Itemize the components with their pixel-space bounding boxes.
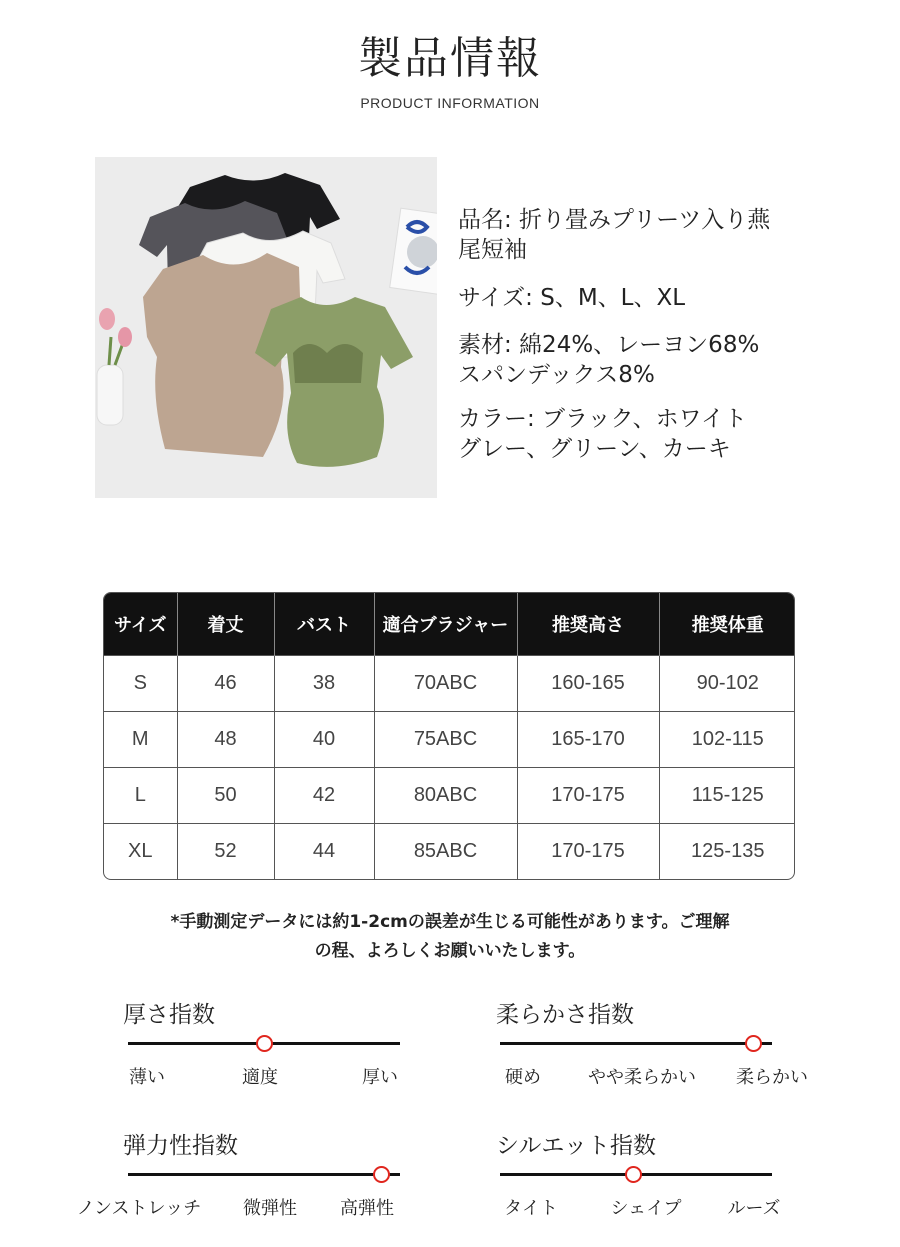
gauge-indicator-dot [625, 1166, 642, 1183]
spec-colors [458, 404, 838, 464]
spec-material-line1: 素材: 綿24%、レーヨン68% [458, 332, 760, 358]
table-cell: 38 [274, 656, 374, 712]
gauge-track [500, 1042, 772, 1045]
header-length: 着丈 [177, 593, 274, 656]
gauge-indicator-dot [256, 1035, 273, 1052]
table-cell: 50 [177, 768, 274, 824]
gauge-title: 柔らかさ指数 [496, 1002, 634, 1028]
gauge-label-high: 厚い [362, 1067, 398, 1088]
table-cell: 165-170 [517, 712, 659, 768]
gauge-title: 弾力性指数 [123, 1133, 238, 1159]
table-cell: 125-135 [659, 824, 795, 879]
measurement-note-line2: の程、よろしくお願いいたします。 [314, 941, 586, 961]
table-cell: 115-125 [659, 768, 795, 824]
table-row [104, 768, 795, 824]
spec-product-name-line1: 品名: 折り畳みプリーツ入り燕 [458, 207, 771, 233]
measurement-note [100, 908, 800, 966]
table-cell: 44 [274, 824, 374, 879]
gauge-label-low: タイト [504, 1198, 558, 1219]
table-cell: 70ABC [374, 656, 517, 712]
table-cell: 48 [177, 712, 274, 768]
spec-sizes-text: サイズ: S、M、L、XL [458, 285, 686, 311]
gauge-title: 厚さ指数 [123, 1002, 215, 1028]
spec-product-name [458, 205, 838, 265]
header-weight: 推奨体重 [659, 593, 795, 656]
silhouette-gauge [496, 1127, 826, 1237]
table-row [104, 824, 795, 879]
table-cell: 40 [274, 712, 374, 768]
gauge-label-low: ノンストレッチ [76, 1198, 202, 1219]
gauge-label-mid: 適度 [242, 1067, 278, 1088]
table-cell: 102-115 [659, 712, 795, 768]
gauge-label-high: ルーズ [727, 1198, 781, 1219]
gauge-label-low: 薄い [129, 1067, 165, 1088]
page-subtitle: PRODUCT INFORMATION [360, 95, 540, 111]
table-cell: 52 [177, 824, 274, 879]
table-row [104, 656, 795, 712]
spec-colors-line1: カラー: ブラック、ホワイト [458, 406, 747, 432]
table-cell: S [104, 656, 177, 712]
elasticity-gauge [76, 1127, 453, 1237]
page-title: 製品情報 [358, 33, 542, 84]
header-bust: バスト [274, 593, 374, 656]
table-cell: 90-102 [659, 656, 795, 712]
table-cell: 85ABC [374, 824, 517, 879]
table-cell: 80ABC [374, 768, 517, 824]
spec-colors-line2: グレー、グリーン、カーキ [458, 436, 731, 462]
table-cell: 75ABC [374, 712, 517, 768]
softness-gauge [496, 996, 826, 1106]
table-cell: 170-175 [517, 768, 659, 824]
size-chart-table [104, 593, 795, 879]
gauge-label-mid: シェイプ [610, 1198, 682, 1219]
size-chart [103, 592, 795, 880]
header-size: サイズ [104, 593, 177, 656]
measurement-note-line1: *手動測定データには約1-2cmの誤差が生じる可能性があります。ご理解 [170, 912, 730, 932]
product-photo [95, 157, 437, 498]
table-cell: L [104, 768, 177, 824]
gauge-title: シルエット指数 [496, 1133, 656, 1159]
gauge-label-low: 硬め [505, 1067, 541, 1088]
gauge-label-high: 高弾性 [340, 1198, 394, 1219]
table-cell: XL [104, 824, 177, 879]
gauge-label-mid: やや柔らかい [588, 1067, 696, 1088]
table-cell: 170-175 [517, 824, 659, 879]
spec-material [458, 330, 838, 390]
gauge-label-high: 柔らかい [736, 1067, 808, 1088]
table-cell: 46 [177, 656, 274, 712]
table-cell: 160-165 [517, 656, 659, 712]
table-row [104, 712, 795, 768]
gauge-track [128, 1173, 400, 1176]
spec-material-line2: スパンデックス8% [458, 362, 655, 388]
gauge-indicator-dot [373, 1166, 390, 1183]
spec-product-name-line2: 尾短袖 [458, 237, 527, 263]
size-chart-header-row [104, 593, 795, 656]
product-photo-illustration [95, 157, 437, 498]
header-height: 推奨高さ [517, 593, 659, 656]
header-bra: 適合ブラジャー [374, 593, 517, 656]
table-cell: M [104, 712, 177, 768]
gauge-indicator-dot [745, 1035, 762, 1052]
table-cell: 42 [274, 768, 374, 824]
thickness-gauge [123, 996, 453, 1106]
spec-sizes [458, 283, 838, 313]
gauge-label-mid: 微弾性 [243, 1198, 297, 1219]
